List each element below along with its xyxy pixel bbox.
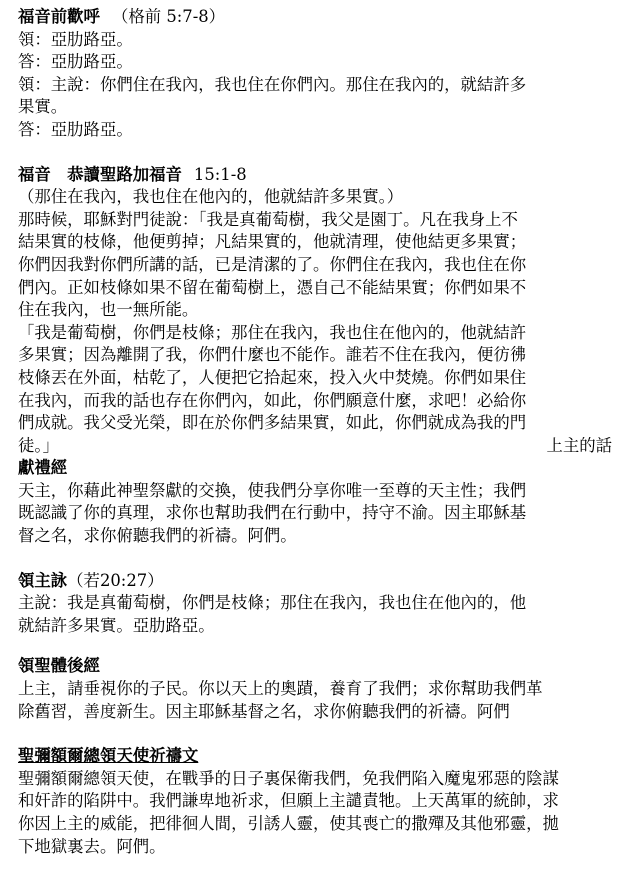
gospel-acclamation-ref: （格前 5:7-8）	[111, 7, 226, 26]
text-line: 們成就。我父受光榮，即在於你們多結果實，如此，你們就成為我的門	[18, 413, 527, 433]
gospel-acclamation-heading	[18, 6, 620, 29]
text-line: 「我是葡萄樹，你們是枝條；那住在我內，我也住在他內的，他就結許	[18, 322, 527, 342]
communion-heading	[18, 570, 620, 593]
text-line: 就結許多果實。亞肋路亞。	[18, 615, 215, 635]
text-line: 多果實；因為離開了我，你們什麼也不能作。誰若不住在我內，便彷彿	[18, 345, 527, 365]
text-line: 枝條丟在外面，枯乾了，人便把它拾起來，投入火中焚燒。你們如果住	[18, 367, 527, 387]
liturgy-page	[18, 6, 620, 858]
gospel-closing: 上主的話	[546, 435, 612, 455]
text-line: 和奸詐的陷阱中。我們謙卑地祈求，但願上主譴責牠。上天萬軍的統帥，求	[18, 791, 559, 811]
text-line: 督之名，求你俯聽我們的祈禱。阿們。	[18, 526, 297, 546]
gospel-heading	[18, 164, 620, 187]
text-line: 們內。正如枝條如果不留在葡萄樹上，憑自己不能結果實；你們如果不	[18, 277, 527, 297]
text-line: 主說：我是真葡萄樹，你們是枝條；那住在我內，我也住在他內的，他	[18, 593, 527, 613]
text-line: 答：亞肋路亞。	[18, 52, 133, 72]
offertory-title: 獻禮經	[18, 458, 68, 478]
gospel-title: 福音 恭讀聖路加福音	[18, 164, 182, 184]
text-line: 結果實的枝條，他便剪掉；凡結果實的，他就清理，使他結更多果實；	[18, 232, 527, 252]
gospel-last-line	[18, 435, 620, 458]
text-line: 既認識了你的真理，求你也幫助我們在行動中，持守不渝。因主耶穌基	[18, 503, 527, 523]
text-line: 你們因我對你們所講的話，已是清潔的了。你們住在我內，我也住在你	[18, 254, 527, 274]
communion-ref: （若20:27）	[67, 570, 164, 590]
text-line: 住在我內，也一無所能。	[18, 300, 199, 320]
text-line: 除舊習，善度新生。因主耶穌基督之名，求你俯聽我們的祈禱。阿們	[18, 701, 510, 721]
michael-prayer-title: 聖彌額爾總領天使祈禱文	[18, 746, 199, 766]
text-line: 下地獄裏去。阿們。	[18, 836, 166, 856]
gospel-acclamation-title: 福音前歡呼	[18, 7, 100, 26]
text-line: 天主，你藉此神聖祭獻的交換，使我們分享你唯一至尊的天主性；我們	[18, 480, 527, 500]
text-line: 領：主說：你們住在我內，我也住在你們內。那住在我內的，就結許多	[18, 74, 527, 94]
text-line: 那時候，耶穌對門徒說：「我是真葡萄樹，我父是園丁。凡在我身上不	[18, 209, 518, 229]
gospel-ref: 15:1-8	[193, 164, 247, 184]
text-line: 領：亞肋路亞。	[18, 29, 133, 49]
text-line: 聖彌額爾總領天使，在戰爭的日子裏保衛我們，免我們陷入魔鬼邪惡的陰謀	[18, 768, 559, 788]
text-line: 在我內，而我的話也存在你們內，如此，你們願意什麼，求吧！必給你	[18, 390, 527, 410]
text-line: 果實。	[18, 97, 68, 117]
text-line: （那住在我內，我也住在他內的，他就結許多果實。）	[18, 187, 404, 207]
text-line: 答：亞肋路亞。	[18, 119, 133, 139]
text-line: 徒。」	[18, 435, 59, 455]
communion-title: 領主詠	[18, 570, 68, 590]
post-communion-title: 領聖體後經	[18, 656, 100, 676]
text-line: 上主，請垂視你的子民。你以天上的奧蹟，養育了我們；求你幫助我們革	[18, 679, 543, 699]
text-line: 你因上主的威能，把徘徊人間，引誘人靈，使其喪亡的撒殫及其他邪靈，拋	[18, 814, 559, 833]
